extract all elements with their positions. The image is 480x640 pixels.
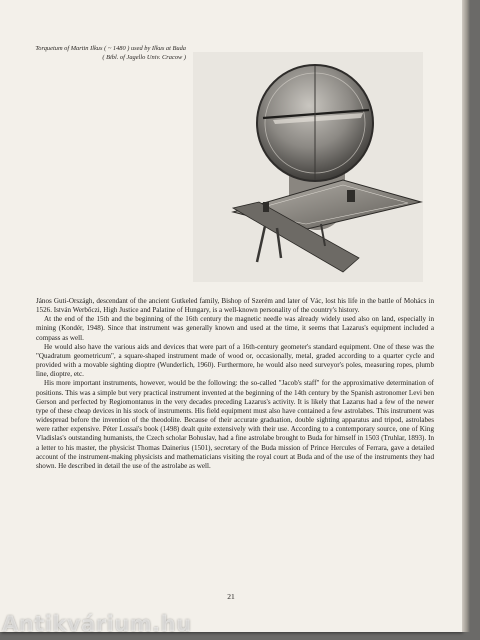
figure-caption [18,44,186,62]
body-text [36,297,434,471]
caption-line: Torquetum of Martin Ilkus ( ~ 1480 ) used by Ilkus at Buda [35,45,186,52]
paragraph: At the end of the 15th and the beginning of the 16th century the magnetic needle was already widely used also on land, especially in mining (Kondér, 1948). Since that instrument was generally known and used at the time, it seems that Lazarus's equipment included a compass as well. [36,315,434,342]
watermark: Antikvárium.hu [2,612,192,636]
paragraph: He would also have the various aids and devices that were part of a 16th-century geometer's standard equipment. One of these was the "Quadratum geometricum", a square-shaped instrument made of wood or, occasionally, metal, graded according to a quarter cycle and provided with a movable sighting dioptre (Wunderlich, 1960). Furthermore, he would also need surveyor's poles, measuring ropes, plumb line, dioptre, etc. [36,342,434,379]
torquetum-photo-icon [193,52,423,282]
paragraph: János Guti-Országh, descendant of the ancient Gutkeled family, Bishop of Szerém and later of Vác, lost his life in the battle of Mohács in 1526. István Werbőczi, High Justice and Palatine of Hungary, is a well-known personality of the country's history. [36,297,434,315]
page-edge [462,0,470,632]
caption-line: ( Bibl. of Jagello Univ. Cracow ) [102,54,186,61]
torquetum-photo [193,52,423,282]
paragraph: His more important instruments, however, would be the following: the so-called "Jacob's staff" for the approximative determination of positions. This was a simple but very practical instrument invented at the beginning of the 14th century by the Spanish astronomer Levi ben Gerson and perfected by Regiomontanus in the very decades preceding Lazarus's activity. It is likely that Lazarus had a few of the newer type of these cheap devices in his stock of instruments. His field equipment must also have contained a few astrolabes. This instrument was widespread before the invention of the theodolite. Because of their accurate graduation, double sighting apparatus and tripod, astrolabes were rather expensive. Péter Lossai's book (1498) dealt quite extensively with their use. According to a contemporary source, one of King Vladislas's outstanding humanists, the Czech scholar Bohuslav, had a fine astrolabe brought to Buda for himself in 1503 (Truhlar, 1893). In a letter to his master, the physicist Thomas Dainerius (1501), secretary of the Buda mission of Prince Hercules of Ferrara, gave a detailed account of the instrument-making physicists and mathematicians visiting the royal court at Buda and of the use of the instruments they had shown. He described in detail the use of the astrolabe as well. [36,379,434,470]
page-number: 21 [227,592,235,601]
